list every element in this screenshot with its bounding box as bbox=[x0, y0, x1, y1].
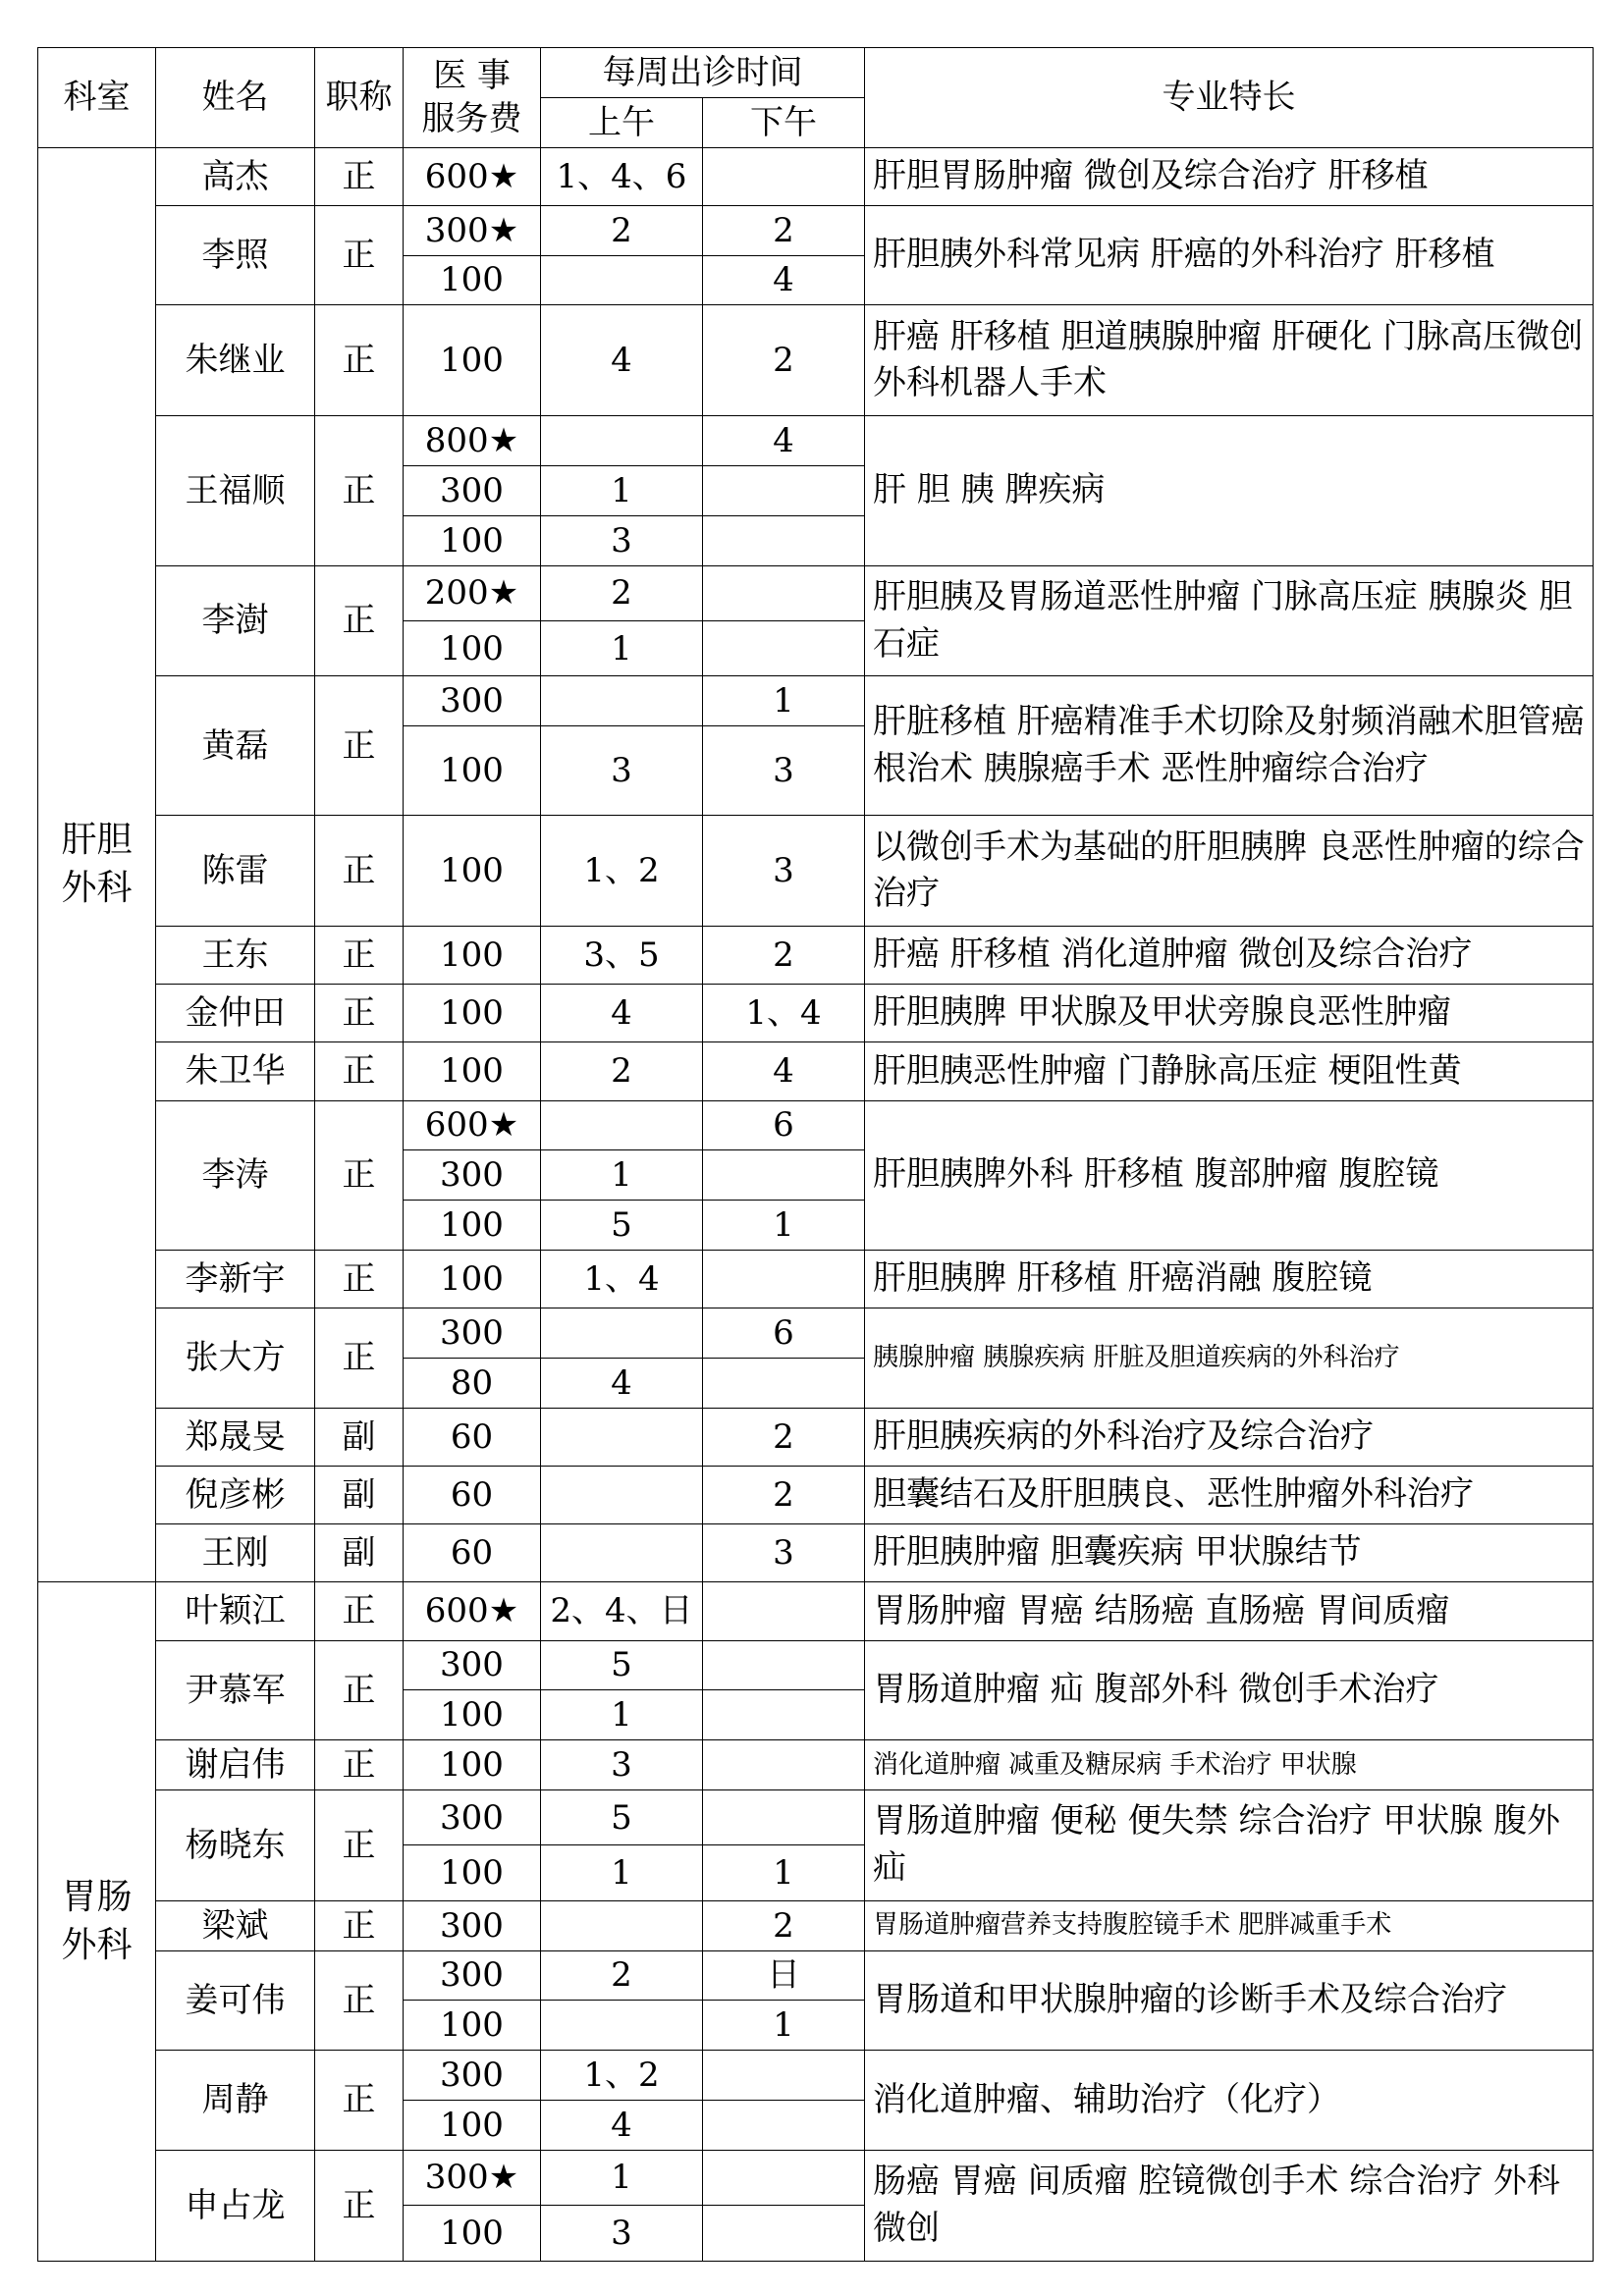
am-cell: 5 bbox=[541, 1640, 703, 1690]
doctor-title: 正 bbox=[315, 1740, 404, 1790]
doctor-title: 正 bbox=[315, 305, 404, 416]
specialty-cell: 胃肠肿瘤 胃癌 结肠癌 直肠癌 胃间质瘤 bbox=[865, 1582, 1594, 1640]
am-cell bbox=[541, 1308, 703, 1359]
doctor-name: 谢启伟 bbox=[156, 1740, 315, 1790]
doctor-name: 张大方 bbox=[156, 1308, 315, 1409]
table-row bbox=[38, 1100, 1594, 1150]
fee-cell: 300★ bbox=[404, 2150, 541, 2205]
fee-cell: 80 bbox=[404, 1359, 541, 1409]
table-row bbox=[38, 416, 1594, 466]
specialty-cell: 肝脏移植 肝癌精准手术切除及射频消融术胆管癌根治术 胰腺癌手术 恶性肿瘤综合治疗 bbox=[865, 676, 1594, 816]
department-cell: 胃肠 外科 bbox=[38, 1582, 156, 2262]
am-cell: 4 bbox=[541, 305, 703, 416]
am-cell: 5 bbox=[541, 1201, 703, 1251]
am-cell bbox=[541, 1524, 703, 1582]
am-cell: 1、4、6 bbox=[541, 147, 703, 205]
fee-cell: 800★ bbox=[404, 416, 541, 466]
table-row bbox=[38, 1467, 1594, 1524]
am-cell: 2 bbox=[541, 1042, 703, 1100]
am-cell: 4 bbox=[541, 1359, 703, 1409]
am-cell bbox=[541, 1467, 703, 1524]
specialty-cell: 肝胆胰及胃肠道恶性肿瘤 门脉高压症 胰腺炎 胆石症 bbox=[865, 565, 1594, 676]
doctor-name: 叶颖江 bbox=[156, 1582, 315, 1640]
header-title: 职称 bbox=[315, 48, 404, 148]
table-row bbox=[38, 1640, 1594, 1690]
pm-cell: 2 bbox=[703, 1900, 865, 1950]
table-row bbox=[38, 1950, 1594, 2001]
doctor-name: 梁斌 bbox=[156, 1900, 315, 1950]
fee-cell: 100 bbox=[404, 255, 541, 305]
am-cell: 4 bbox=[541, 985, 703, 1042]
doctor-name: 王东 bbox=[156, 927, 315, 985]
am-cell: 1 bbox=[541, 621, 703, 676]
doctor-title: 正 bbox=[315, 1640, 404, 1740]
table-row bbox=[38, 147, 1594, 205]
am-cell: 3 bbox=[541, 726, 703, 816]
doctor-title: 正 bbox=[315, 205, 404, 305]
am-cell: 1、4 bbox=[541, 1251, 703, 1308]
doctor-title: 正 bbox=[315, 1790, 404, 1901]
am-cell: 1 bbox=[541, 2150, 703, 2205]
am-cell: 3 bbox=[541, 1740, 703, 1790]
fee-cell: 300 bbox=[404, 1640, 541, 1690]
am-cell bbox=[541, 1100, 703, 1150]
specialty-cell: 胆囊结石及肝胆胰良、恶性肿瘤外科治疗 bbox=[865, 1467, 1594, 1524]
am-cell: 3、5 bbox=[541, 927, 703, 985]
clinic-schedule-table bbox=[37, 47, 1594, 2262]
fee-cell: 300 bbox=[404, 676, 541, 726]
fee-cell: 60 bbox=[404, 1524, 541, 1582]
specialty-cell: 肝胆胰疾病的外科治疗及综合治疗 bbox=[865, 1408, 1594, 1466]
specialty-cell: 肝胆胰脾外科 肝移植 腹部肿瘤 腹腔镜 bbox=[865, 1100, 1594, 1250]
doctor-title: 正 bbox=[315, 676, 404, 816]
header-dept: 科室 bbox=[38, 48, 156, 148]
table-row bbox=[38, 1251, 1594, 1308]
doctor-name: 李涛 bbox=[156, 1100, 315, 1250]
pm-cell: 1 bbox=[703, 1201, 865, 1251]
am-cell bbox=[541, 255, 703, 305]
pm-cell: 2 bbox=[703, 927, 865, 985]
table-row bbox=[38, 985, 1594, 1042]
am-cell bbox=[541, 416, 703, 466]
header-name: 姓名 bbox=[156, 48, 315, 148]
am-cell: 1 bbox=[541, 1690, 703, 1740]
fee-cell: 200★ bbox=[404, 565, 541, 620]
fee-cell: 600★ bbox=[404, 1582, 541, 1640]
header-pm: 下午 bbox=[703, 97, 865, 147]
pm-cell bbox=[703, 1690, 865, 1740]
fee-cell: 100 bbox=[404, 927, 541, 985]
fee-cell: 300 bbox=[404, 2051, 541, 2101]
am-cell: 2 bbox=[541, 205, 703, 255]
am-cell: 2 bbox=[541, 565, 703, 620]
doctor-title: 正 bbox=[315, 985, 404, 1042]
doctor-name: 王福顺 bbox=[156, 416, 315, 565]
specialty-cell: 胃肠道肿瘤营养支持腹腔镜手术 肥胖减重手术 bbox=[865, 1900, 1594, 1950]
doctor-name: 郑晟旻 bbox=[156, 1408, 315, 1466]
pm-cell bbox=[703, 2150, 865, 2205]
pm-cell bbox=[703, 1582, 865, 1640]
specialty-cell: 胃肠道肿瘤 便秘 便失禁 综合治疗 甲状腺 腹外疝 bbox=[865, 1790, 1594, 1901]
fee-cell: 600★ bbox=[404, 1100, 541, 1150]
table-row bbox=[38, 1790, 1594, 1845]
doctor-name: 陈雷 bbox=[156, 816, 315, 927]
doctor-name: 李新宇 bbox=[156, 1251, 315, 1308]
pm-cell bbox=[703, 2051, 865, 2101]
doctor-name: 倪彦彬 bbox=[156, 1467, 315, 1524]
pm-cell bbox=[703, 2206, 865, 2262]
pm-cell: 1 bbox=[703, 1845, 865, 1900]
doctor-name: 杨晓东 bbox=[156, 1790, 315, 1901]
pm-cell: 3 bbox=[703, 1524, 865, 1582]
doctor-title: 正 bbox=[315, 1900, 404, 1950]
am-cell: 1 bbox=[541, 1150, 703, 1201]
doctor-title: 正 bbox=[315, 1582, 404, 1640]
specialty-cell: 肝癌 肝移植 消化道肿瘤 微创及综合治疗 bbox=[865, 927, 1594, 985]
doctor-name: 李照 bbox=[156, 205, 315, 305]
doctor-name: 尹慕军 bbox=[156, 1640, 315, 1740]
doctor-name: 金仲田 bbox=[156, 985, 315, 1042]
pm-cell: 1 bbox=[703, 2001, 865, 2051]
fee-cell: 60 bbox=[404, 1408, 541, 1466]
pm-cell bbox=[703, 1740, 865, 1790]
doctor-name: 朱继业 bbox=[156, 305, 315, 416]
specialty-cell: 以微创手术为基础的肝胆胰脾 良恶性肿瘤的综合治疗 bbox=[865, 816, 1594, 927]
pm-cell: 3 bbox=[703, 816, 865, 927]
pm-cell bbox=[703, 147, 865, 205]
am-cell bbox=[541, 1900, 703, 1950]
table-row bbox=[38, 676, 1594, 726]
am-cell: 3 bbox=[541, 515, 703, 565]
specialty-cell: 肝胆胰脾 甲状腺及甲状旁腺良恶性肿瘤 bbox=[865, 985, 1594, 1042]
pm-cell bbox=[703, 1640, 865, 1690]
pm-cell bbox=[703, 1150, 865, 1201]
table-row bbox=[38, 1900, 1594, 1950]
am-cell: 1、2 bbox=[541, 816, 703, 927]
specialty-cell: 肝癌 肝移植 胆道胰腺肿瘤 肝硬化 门脉高压微创外科机器人手术 bbox=[865, 305, 1594, 416]
table-row bbox=[38, 927, 1594, 985]
am-cell: 3 bbox=[541, 2206, 703, 2262]
pm-cell bbox=[703, 621, 865, 676]
fee-cell: 100 bbox=[404, 621, 541, 676]
doctor-name: 王刚 bbox=[156, 1524, 315, 1582]
specialty-cell: 胃肠道肿瘤 疝 腹部外科 微创手术治疗 bbox=[865, 1640, 1594, 1740]
specialty-cell: 肝 胆 胰 脾疾病 bbox=[865, 416, 1594, 565]
fee-cell: 300 bbox=[404, 1950, 541, 2001]
specialty-cell: 肝胆胰恶性肿瘤 门静脉高压症 梗阻性黄 bbox=[865, 1042, 1594, 1100]
doctor-title: 正 bbox=[315, 565, 404, 676]
doctor-title: 正 bbox=[315, 147, 404, 205]
pm-cell: 6 bbox=[703, 1100, 865, 1150]
doctor-name: 朱卫华 bbox=[156, 1042, 315, 1100]
am-cell: 1 bbox=[541, 466, 703, 516]
pm-cell bbox=[703, 1359, 865, 1409]
fee-cell: 100 bbox=[404, 2101, 541, 2151]
doctor-name: 周静 bbox=[156, 2051, 315, 2151]
fee-cell: 300★ bbox=[404, 205, 541, 255]
header-weekly: 每周出诊时间 bbox=[541, 48, 865, 98]
am-cell: 2、4、日 bbox=[541, 1582, 703, 1640]
fee-cell: 300 bbox=[404, 1150, 541, 1201]
pm-cell bbox=[703, 565, 865, 620]
am-cell bbox=[541, 1408, 703, 1466]
table-row bbox=[38, 1740, 1594, 1790]
fee-cell: 300 bbox=[404, 1308, 541, 1359]
doctor-title: 正 bbox=[315, 1950, 404, 2051]
pm-cell: 4 bbox=[703, 416, 865, 466]
am-cell: 1 bbox=[541, 1845, 703, 1900]
fee-cell: 100 bbox=[404, 2001, 541, 2051]
fee-cell: 100 bbox=[404, 816, 541, 927]
doctor-title: 正 bbox=[315, 816, 404, 927]
specialty-cell: 胰腺肿瘤 胰腺疾病 肝脏及胆道疾病的外科治疗 bbox=[865, 1308, 1594, 1409]
doctor-title: 副 bbox=[315, 1524, 404, 1582]
am-cell bbox=[541, 2001, 703, 2051]
pm-cell bbox=[703, 2101, 865, 2151]
am-cell: 2 bbox=[541, 1950, 703, 2001]
table-row bbox=[38, 1308, 1594, 1359]
am-cell: 5 bbox=[541, 1790, 703, 1845]
specialty-cell: 消化道肿瘤、辅助治疗（化疗） bbox=[865, 2051, 1594, 2151]
doctor-title: 正 bbox=[315, 2150, 404, 2261]
fee-cell: 100 bbox=[404, 1201, 541, 1251]
pm-cell: 日 bbox=[703, 1950, 865, 2001]
table-row bbox=[38, 1582, 1594, 1640]
fee-cell: 100 bbox=[404, 1740, 541, 1790]
table-row bbox=[38, 1524, 1594, 1582]
fee-cell: 100 bbox=[404, 1251, 541, 1308]
department-cell: 肝胆 外科 bbox=[38, 147, 156, 1582]
specialty-cell: 肝胆胰脾 肝移植 肝癌消融 腹腔镜 bbox=[865, 1251, 1594, 1308]
specialty-cell: 消化道肿瘤 减重及糖尿病 手术治疗 甲状腺 bbox=[865, 1740, 1594, 1790]
pm-cell: 3 bbox=[703, 726, 865, 816]
pm-cell: 2 bbox=[703, 1408, 865, 1466]
table-row bbox=[38, 1042, 1594, 1100]
fee-cell: 100 bbox=[404, 1690, 541, 1740]
doctor-title: 副 bbox=[315, 1408, 404, 1466]
pm-cell: 2 bbox=[703, 305, 865, 416]
am-cell: 1、2 bbox=[541, 2051, 703, 2101]
pm-cell bbox=[703, 1790, 865, 1845]
specialty-cell: 肝胆胰肿瘤 胆囊疾病 甲状腺结节 bbox=[865, 1524, 1594, 1582]
pm-cell bbox=[703, 466, 865, 516]
doctor-title: 正 bbox=[315, 1100, 404, 1250]
pm-cell: 1、4 bbox=[703, 985, 865, 1042]
pm-cell: 2 bbox=[703, 1467, 865, 1524]
fee-cell: 100 bbox=[404, 985, 541, 1042]
header-fee: 医 事 服务费 bbox=[404, 48, 541, 148]
table-row bbox=[38, 205, 1594, 255]
table-row bbox=[38, 1408, 1594, 1466]
doctor-title: 正 bbox=[315, 1251, 404, 1308]
pm-cell: 4 bbox=[703, 1042, 865, 1100]
pm-cell: 2 bbox=[703, 205, 865, 255]
pm-cell bbox=[703, 515, 865, 565]
fee-cell: 100 bbox=[404, 515, 541, 565]
am-cell bbox=[541, 676, 703, 726]
fee-cell: 60 bbox=[404, 1467, 541, 1524]
doctor-title: 正 bbox=[315, 927, 404, 985]
specialty-cell: 肝胆胰外科常见病 肝癌的外科治疗 肝移植 bbox=[865, 205, 1594, 305]
fee-cell: 100 bbox=[404, 726, 541, 816]
doctor-title: 正 bbox=[315, 1042, 404, 1100]
pm-cell bbox=[703, 1251, 865, 1308]
doctor-title: 副 bbox=[315, 1467, 404, 1524]
fee-cell: 300 bbox=[404, 466, 541, 516]
pm-cell: 1 bbox=[703, 676, 865, 726]
specialty-cell: 胃肠道和甲状腺肿瘤的诊断手术及综合治疗 bbox=[865, 1950, 1594, 2051]
table-row bbox=[38, 2051, 1594, 2101]
specialty-cell: 肠癌 胃癌 间质瘤 腔镜微创手术 综合治疗 外科微创 bbox=[865, 2150, 1594, 2261]
header-specialty: 专业特长 bbox=[865, 48, 1594, 148]
fee-cell: 100 bbox=[404, 2206, 541, 2262]
doctor-name: 黄磊 bbox=[156, 676, 315, 816]
doctor-title: 正 bbox=[315, 416, 404, 565]
pm-cell: 4 bbox=[703, 255, 865, 305]
am-cell: 4 bbox=[541, 2101, 703, 2151]
doctor-name: 姜可伟 bbox=[156, 1950, 315, 2051]
doctor-title: 正 bbox=[315, 1308, 404, 1409]
pm-cell: 6 bbox=[703, 1308, 865, 1359]
table-row bbox=[38, 305, 1594, 416]
doctor-name: 高杰 bbox=[156, 147, 315, 205]
fee-cell: 300 bbox=[404, 1900, 541, 1950]
doctor-name: 李澍 bbox=[156, 565, 315, 676]
fee-cell: 100 bbox=[404, 305, 541, 416]
doctor-title: 正 bbox=[315, 2051, 404, 2151]
table-row bbox=[38, 816, 1594, 927]
fee-cell: 300 bbox=[404, 1790, 541, 1845]
specialty-cell: 肝胆胃肠肿瘤 微创及综合治疗 肝移植 bbox=[865, 147, 1594, 205]
fee-cell: 100 bbox=[404, 1845, 541, 1900]
fee-cell: 600★ bbox=[404, 147, 541, 205]
table-row bbox=[38, 2150, 1594, 2205]
header-am: 上午 bbox=[541, 97, 703, 147]
doctor-name: 申占龙 bbox=[156, 2150, 315, 2261]
table-row bbox=[38, 565, 1594, 620]
fee-cell: 100 bbox=[404, 1042, 541, 1100]
